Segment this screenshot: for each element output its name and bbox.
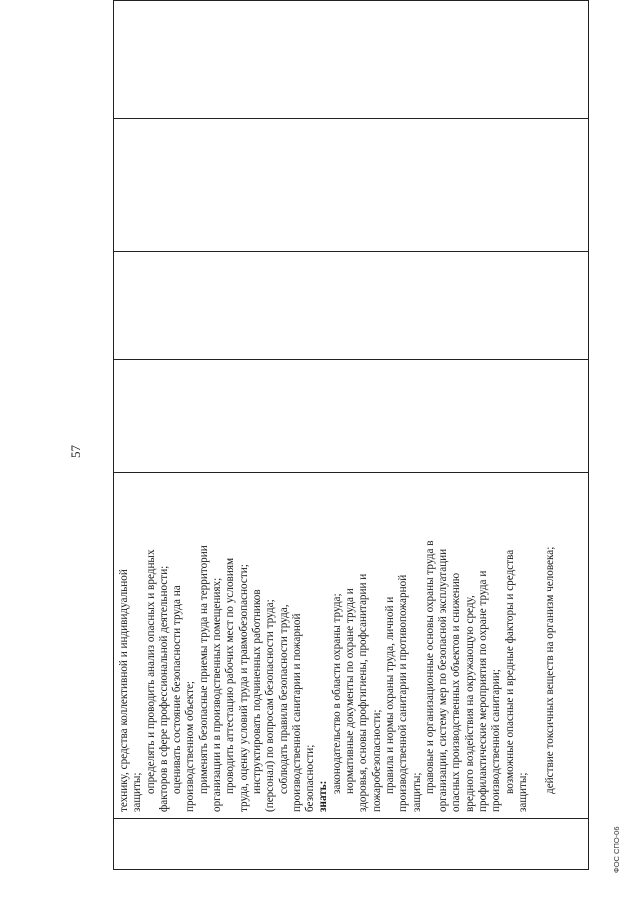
table-column-divider [114, 818, 588, 819]
text-line: правила и нормы охраны труда, личной и [383, 596, 396, 794]
text-line: производственной санитарии и пожарной [290, 613, 303, 812]
text-line: производственном объекте; [184, 680, 197, 812]
text-line: здоровья, основы профгигиены, профсанитарии и [357, 573, 370, 812]
text-line: действие токсичных веществ на организм человека; [543, 546, 556, 794]
text-line: законодательство в области охраны труда; [330, 593, 343, 794]
table-column-divider [114, 359, 588, 360]
text-line [530, 479, 543, 812]
page-number: 57 [68, 445, 83, 458]
text-line: защиты; [131, 772, 144, 812]
text-line: возможные опасные и вредные факторы и средства [503, 549, 516, 794]
text-line: профилактические мероприятия по охране труда и [477, 570, 490, 812]
text-line: защиты; [516, 772, 529, 812]
text-line: проводить аттестацию рабочих мест по условиям [224, 557, 237, 794]
text-line: факторов в сфере профессиональной деятельности; [157, 565, 170, 812]
text-line: инструктировать подчиненных работников [250, 589, 263, 794]
table-column-divider [114, 118, 588, 119]
text-line: технику, средства коллективной и индивидуальной [118, 569, 130, 812]
text-line: защиты; [410, 772, 423, 812]
skills-knowledge-cell [118, 479, 586, 812]
text-line: производственной санитарии; [490, 669, 503, 812]
text-line: опасных производственных объектов и снижению [450, 572, 463, 812]
footer-code: ФОС СПО-06 [612, 826, 621, 873]
text-line: нормативные документы по охране труда и [344, 588, 357, 794]
text-line: соблюдать правила безопасности труда, [277, 604, 290, 794]
text-line: определять и проводить анализ опасных и вредных [144, 549, 157, 794]
text-line: организации и в производственных помещениях; [211, 577, 224, 812]
text-line: оценивать состояние безопасности труда на [171, 585, 184, 794]
text-line: безопасности; [304, 744, 317, 812]
competency-table [113, 0, 589, 870]
text-line: правовые и организационные основы охраны труда в [423, 540, 436, 794]
table-column-divider [114, 472, 588, 473]
text-line: вредного воздействия на окружающую среду, [463, 595, 476, 812]
text-line: применять безопасные приемы труда на территории [197, 545, 210, 794]
text-line: организации, систему мер по безопасной эксплуатации [437, 548, 450, 812]
text-line: (персонал) по вопросам безопасности труда; [264, 599, 277, 812]
table-column-divider [114, 251, 588, 252]
text-line: пожаробезопасности; [370, 709, 383, 812]
text-line: производственной санитарии и противопожарной [397, 574, 410, 812]
text-line: знать: [317, 780, 330, 812]
text-line: труда, оценку условий труда и травмобезопасности; [237, 564, 250, 812]
